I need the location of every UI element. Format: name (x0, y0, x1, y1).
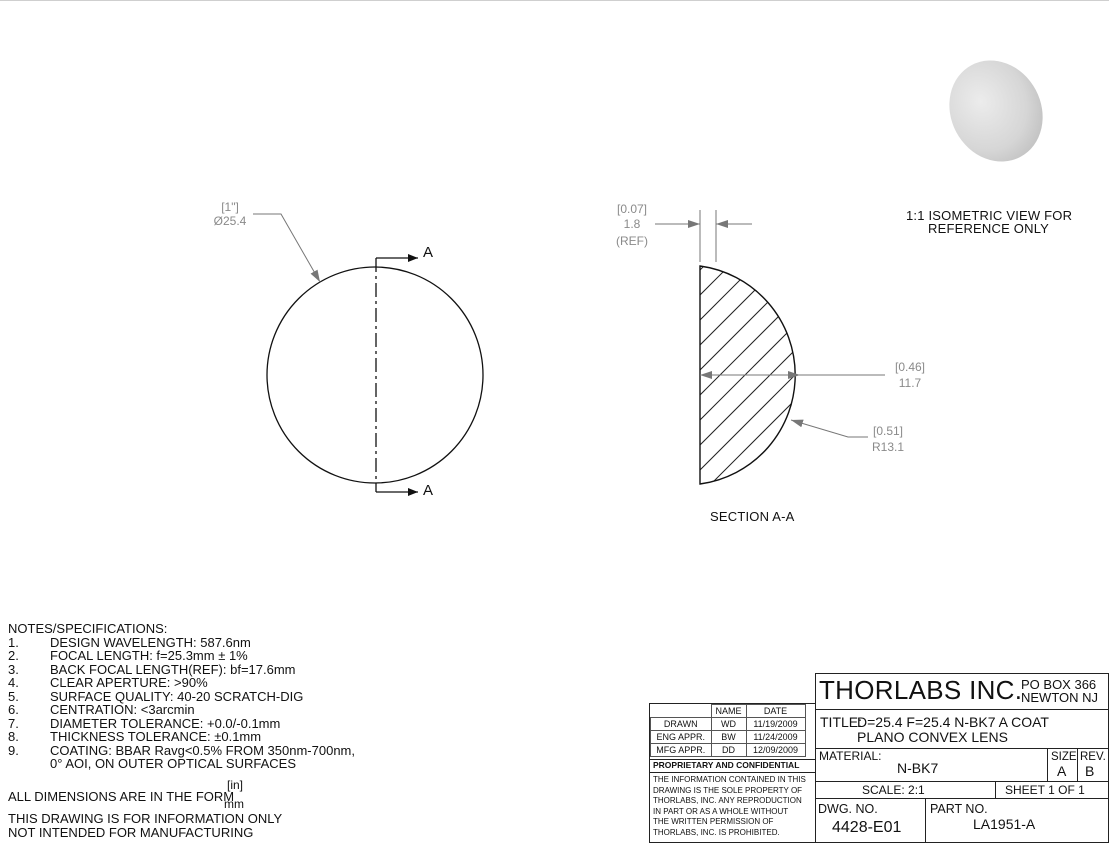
note-number: 1. (8, 634, 19, 650)
note-text: DIAMETER TOLERANCE: +0.0/-0.1mm (50, 715, 281, 731)
approval-row-label: ENG APPR. (651, 731, 712, 744)
isometric-lens-image (932, 44, 1060, 178)
rev-label: REV. (1080, 751, 1106, 763)
note-number: 2. (8, 648, 19, 663)
note-number: 8. (8, 729, 19, 744)
note-item (8, 730, 355, 744)
rev-value: B (1085, 763, 1095, 779)
notes-list (8, 636, 355, 758)
dwg-number-value: 4428-E01 (832, 819, 902, 836)
diameter-inch-label: [1"] (221, 200, 239, 214)
disclaimer-line: DRAWING IS THE SOLE PROPERTY OF (653, 785, 803, 795)
note-number: 6. (8, 702, 19, 717)
notes-heading: NOTES/SPECIFICATIONS: (8, 621, 168, 636)
note-item (8, 703, 355, 717)
radius-leader (791, 420, 868, 437)
note-number: 5. (8, 688, 19, 704)
note-text: THICKNESS TOLERANCE: ±0.1mm (50, 729, 262, 744)
radius-mm-label: R13.1 (871, 440, 905, 454)
iso-caption-line1: 1:1 ISOMETRIC VIEW FOR (906, 208, 1073, 223)
radius-inch-label: [0.51] (872, 424, 904, 438)
height-inch-label: [0.46] (894, 360, 926, 374)
approval-row-name: BW (711, 731, 746, 744)
thickness-mm-label: 1.8 (623, 217, 641, 231)
material-label: MATERIAL: (819, 749, 882, 763)
note-text: BACK FOCAL LENGTH(REF): bf=17.6mm (50, 661, 296, 677)
lens-outline-circle (267, 267, 483, 483)
disclaimer-line: THORLABS, INC. ANY REPRODUCTION (653, 796, 802, 806)
section-marker-top: A (423, 244, 434, 261)
title-line2: PLANO CONVEX LENS (857, 729, 1008, 745)
note-item (8, 717, 355, 731)
approval-row-date: 12/09/2009 (746, 744, 805, 757)
sheet-value: SHEET 1 OF 1 (1005, 783, 1085, 797)
proprietary-disclaimer (653, 775, 806, 839)
material-value: N-BK7 (897, 760, 939, 776)
note-9-continuation: 0° AOI, ON OUTER OPTICAL SURFACES (50, 756, 296, 771)
dimension-form-inch: [in] (227, 778, 244, 792)
note-text: COATING: BBAR Ravg<0.5% FROM 350nm-700nm, (50, 742, 355, 758)
size-label: SIZE (1051, 751, 1077, 763)
title-line1: D=25.4 F=25.4 N-BK7 A COAT (857, 714, 1049, 730)
note-item (8, 690, 355, 704)
scale-value: SCALE: 2:1 (862, 783, 925, 797)
disclaimer-line: THE WRITTEN PERMISSION OF (653, 817, 774, 827)
disclaimer-line: IN PART OR AS A WHOLE WITHOUT (653, 806, 789, 816)
company-address-line1: PO BOX 366 (1021, 677, 1097, 692)
approval-row-date: 11/24/2009 (746, 731, 805, 744)
iso-caption-line2: REFERENCE ONLY (928, 221, 1050, 236)
size-value: A (1057, 763, 1067, 779)
note-item (8, 663, 355, 677)
thickness-ref-label: (REF) (616, 234, 648, 248)
approvals-date-header: DATE (746, 705, 805, 718)
approvals-table-wrap (650, 704, 806, 757)
note-number: 3. (8, 661, 19, 677)
note-item (8, 636, 355, 650)
info-only-note: THIS DRAWING IS FOR INFORMATION ONLY (8, 811, 283, 826)
note-number: 4. (8, 675, 19, 690)
note-text: FOCAL LENGTH: f=25.3mm ± 1% (50, 648, 248, 663)
section-caption: SECTION A-A (710, 509, 795, 524)
disclaimer-line: THE INFORMATION CONTAINED IN THIS (653, 775, 806, 784)
diameter-mm-label: Ø25.4 (213, 214, 247, 228)
approval-row-name: WD (711, 718, 746, 731)
height-mm-label: 11.7 (898, 376, 922, 390)
company-address-line2: NEWTON NJ (1021, 690, 1099, 705)
note-text: CLEAR APERTURE: >90% (50, 675, 208, 690)
thickness-inch-label: [0.07] (616, 202, 648, 216)
note-text: DESIGN WAVELENGTH: 587.6nm (50, 634, 251, 650)
note-text: CENTRATION: <3arcmin (50, 702, 195, 717)
dimension-form-note: ALL DIMENSIONS ARE IN THE FORM (8, 789, 235, 804)
part-number-label: PART NO. (930, 802, 988, 816)
approval-row-date: 11/19/2009 (746, 718, 805, 731)
approval-row-label: MFG APPR. (651, 744, 712, 757)
note-item (8, 649, 355, 663)
dwg-number-label: DWG. NO. (818, 802, 878, 816)
diameter-leader (253, 214, 320, 282)
note-item (8, 744, 355, 758)
note-text: SURFACE QUALITY: 40-20 SCRATCH-DIG (50, 688, 304, 704)
note-number: 7. (8, 715, 19, 731)
not-for-manufacturing-note: NOT INTENDED FOR MANUFACTURING (8, 825, 254, 840)
notes-block (8, 622, 355, 771)
part-number-value: LA1951-A (973, 816, 1036, 832)
proprietary-label: PROPRIETARY AND CONFIDENTIAL (653, 760, 800, 770)
approvals-table (650, 704, 806, 757)
title-label: TITLE: (820, 714, 863, 730)
note-item (8, 676, 355, 690)
dimension-form-mm: mm (224, 797, 244, 811)
section-marker-bottom: A (423, 482, 434, 499)
company-name: THORLABS INC. (819, 675, 1023, 705)
approvals-name-header: NAME (711, 705, 746, 718)
approval-row-name: DD (711, 744, 746, 757)
disclaimer-line: THORLABS, INC. IS PROHIBITED. (653, 827, 780, 837)
front-view (253, 214, 483, 492)
note-number: 9. (8, 742, 19, 758)
approval-row-label: DRAWN (651, 718, 712, 731)
